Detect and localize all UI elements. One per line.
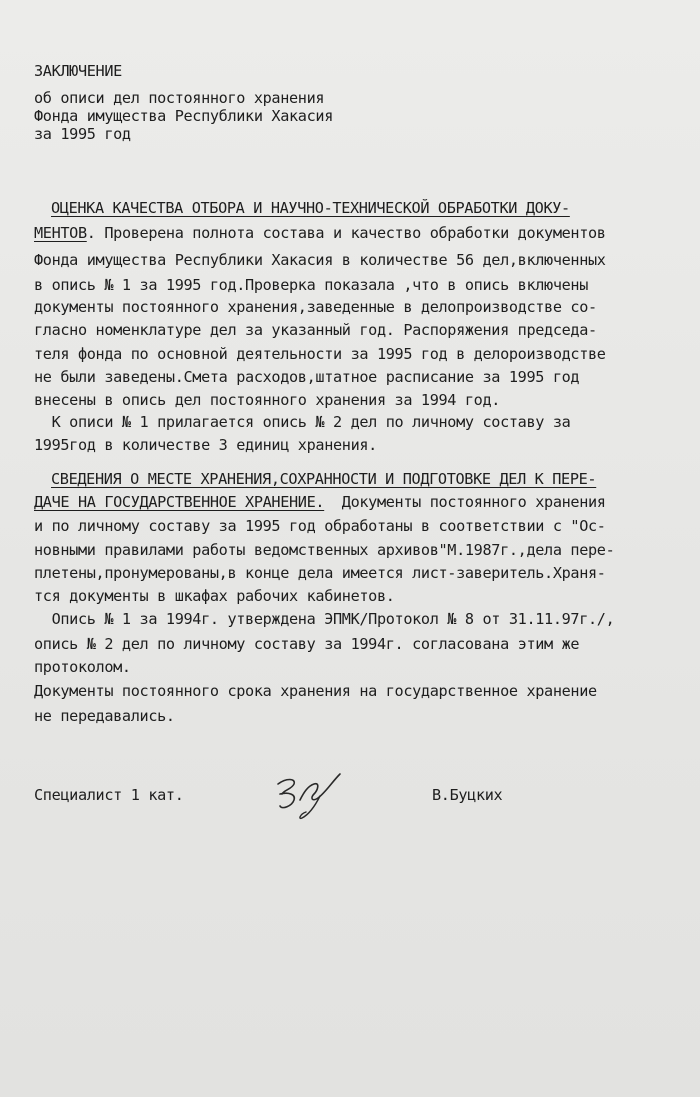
section2-body-line: Документы постоянного срока хранения на государственное хранение (34, 682, 597, 700)
section1-heading-line2: МЕНТОВ (34, 224, 87, 242)
section2-line2-rest: Документы постоянного хранения (324, 493, 606, 511)
section2-body-line: не передавались. (34, 707, 175, 725)
handwritten-signature (270, 770, 350, 822)
section2-body-line: Опись № 1 за 1994г. утверждена ЭПМК/Протокол № 8 от 31.11.97г./, (34, 610, 615, 628)
section2-heading-line1: СВЕДЕНИЯ О МЕСТЕ ХРАНЕНИЯ,СОХРАННОСТИ И ПОДГОТОВКЕ ДЕЛ К ПЕРЕ- (51, 470, 597, 488)
section2-body-line: новными правилами работы ведомственных архивов"М.1987г.,дела пере- (34, 541, 615, 559)
signer-name: В.Буцких (432, 786, 503, 804)
section1-line2-rest: . Проверена полнота состава и качество обработки документов (86, 224, 606, 242)
section1-heading-line1: ОЦЕНКА КАЧЕСТВА ОТБОРА И НАУЧНО-ТЕХНИЧЕСКОЙ ОБРАБОТКИ ДОКУ- (51, 199, 570, 217)
section1-body-line: К описи № 1 прилагается опись № 2 дел по личному составу за (34, 413, 571, 431)
section1-body-line: теля фонда по основной деятельности за 1995 год в делороизводстве (34, 345, 606, 363)
signer-position: Специалист 1 кат. (34, 786, 184, 804)
section2-body-line: тся документы в шкафах рабочих кабинетов. (34, 587, 395, 605)
subtitle-line-1: об описи дел постоянного хранения (34, 89, 325, 107)
section1-line2 (34, 224, 606, 242)
section2-body-line: и по личному составу за 1995 год обработаны в соответствии с "Ос- (34, 517, 606, 535)
section2-body-line: протоколом. (34, 658, 131, 676)
section2-line2 (34, 493, 606, 511)
section1-body-line: не были заведены.Смета расходов,штатное расписание за 1995 год (34, 368, 580, 386)
section1-body-line: документы постоянного хранения,заведенные в делопроизводстве со- (34, 298, 597, 316)
section1-body-line: Фонда имущества Республики Хакасия в количестве 56 дел,включенных (34, 251, 606, 269)
section1-body-line: гласно номенклатуре дел за указанный год. Распоряжения председа- (34, 321, 597, 339)
section1-body-line: в опись № 1 за 1995 год.Проверка показала ,что в опись включены (34, 276, 589, 294)
section2-body-line: опись № 2 дел по личному составу за 1994г. согласована этим же (34, 635, 580, 653)
subtitle-line-3: за 1995 год (34, 125, 131, 143)
section2-heading-line2: ДАЧЕ НА ГОСУДАРСТВЕННОЕ ХРАНЕНИЕ. (34, 493, 325, 511)
subtitle-line-2: Фонда имущества Республики Хакасия (34, 107, 333, 125)
section2-body-line: плетены,пронумерованы,в конце дела имеется лист-заверитель.Храня- (34, 564, 606, 582)
section1-body-line: 1995год в количестве 3 единиц хранения. (34, 436, 377, 454)
section1-body-line: внесены в опись дел постоянного хранения за 1994 год. (34, 391, 501, 409)
document-title: ЗАКЛЮЧЕНИЕ (34, 62, 122, 80)
